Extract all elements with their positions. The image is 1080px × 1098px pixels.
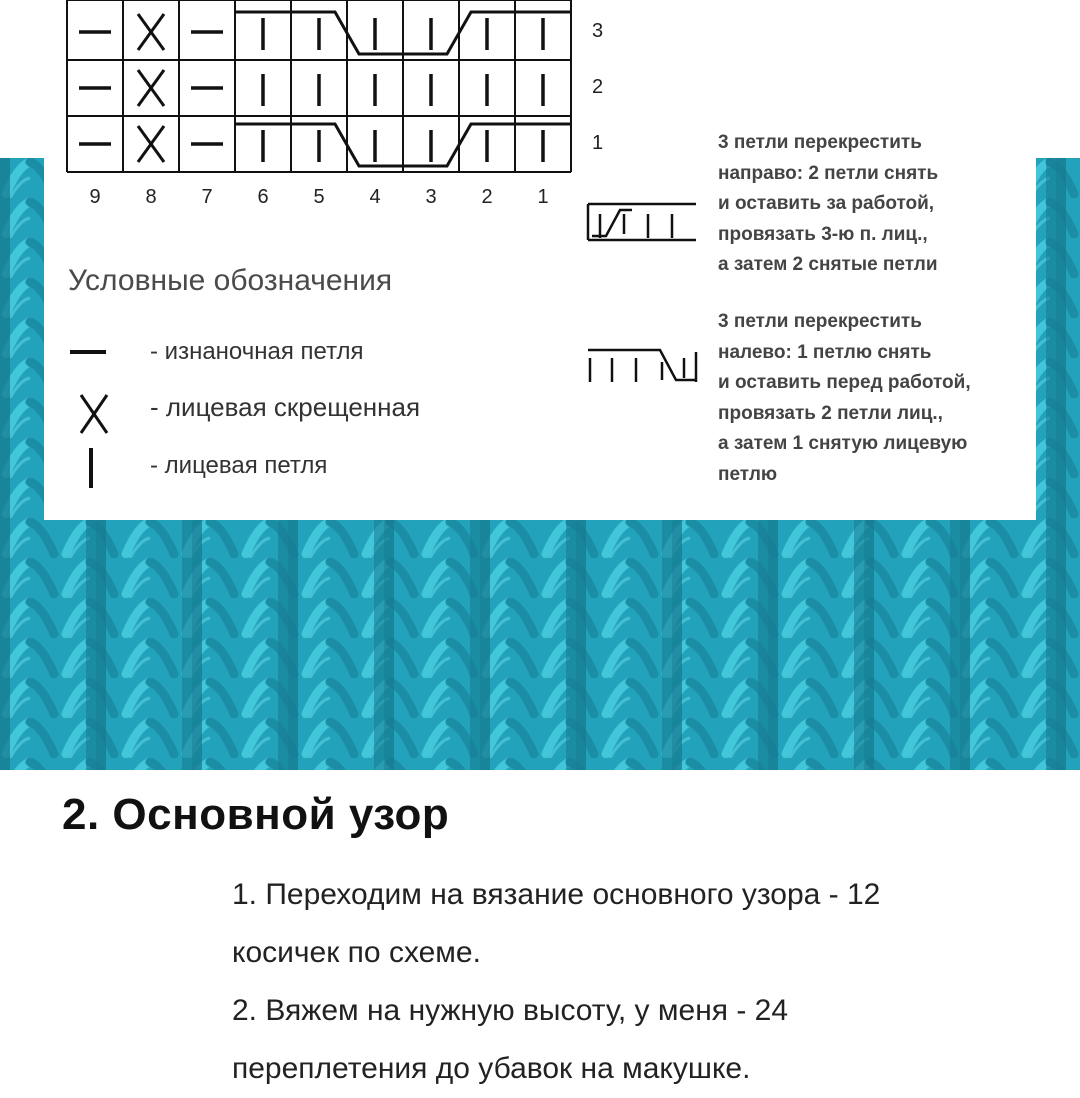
- paragraph-line: 1. Переходим на вязание основного узора - 12: [232, 878, 881, 911]
- row-number: 2: [592, 76, 604, 98]
- description-line: а затем 2 снятые петли: [718, 254, 938, 275]
- col-number: 2: [481, 186, 493, 208]
- crossed-x-icon: [78, 392, 110, 436]
- col-number: 6: [257, 186, 269, 208]
- right-cable-symbol-icon: [586, 200, 700, 244]
- row-number: 3: [592, 20, 604, 42]
- col-number: 7: [201, 186, 213, 208]
- row-number: 1: [592, 132, 604, 154]
- left-cable-description: [718, 307, 971, 490]
- description-line: и оставить перед работой,: [718, 372, 971, 393]
- left-cable-symbol-icon: [586, 344, 700, 388]
- col-number: 5: [313, 186, 325, 208]
- legend-text: - лицевая скрещенная: [150, 392, 421, 422]
- description-line: а затем 1 снятую лицевую: [718, 433, 968, 454]
- legend-text: - изнаночная петля: [150, 338, 364, 365]
- chart-symbols: [79, 12, 571, 166]
- description-line: 3 петли перекрестить: [718, 132, 922, 153]
- section-title: 2. Основной узор: [62, 790, 450, 839]
- legend-item-crossed: [60, 384, 580, 434]
- paragraph-line: переплетения до убавок на макушке.: [232, 1052, 751, 1085]
- description-line: направо: 2 петли снять: [718, 162, 939, 184]
- description-line: провязать 2 петли лиц.,: [718, 402, 943, 424]
- col-number: 8: [145, 186, 157, 208]
- paragraph-line: косичек по схеме.: [232, 936, 481, 969]
- description-line: и оставить за работой,: [718, 193, 935, 214]
- col-number: 1: [537, 186, 549, 208]
- description-line: 3 петли перекрестить: [718, 311, 922, 332]
- purl-dash-icon: [70, 350, 110, 356]
- col-number: 9: [89, 186, 101, 208]
- col-number: 4: [369, 186, 381, 208]
- description-line: провязать 3-ю п. лиц.,: [718, 223, 928, 245]
- legend-item-purl: [60, 328, 560, 378]
- legend-title: Условные обозначения: [68, 264, 393, 297]
- description-line: петлю: [718, 463, 778, 485]
- knit-bar-icon: [88, 448, 96, 490]
- col-number: 3: [425, 186, 437, 208]
- legend-text: - лицевая петля: [150, 452, 328, 479]
- paragraph-line: 2. Вяжем на нужную высоту, у меня - 24: [232, 994, 789, 1027]
- description-line: налево: 1 петлю снять: [718, 341, 932, 363]
- legend-item-knit: [60, 442, 560, 492]
- right-cable-description: [718, 128, 938, 281]
